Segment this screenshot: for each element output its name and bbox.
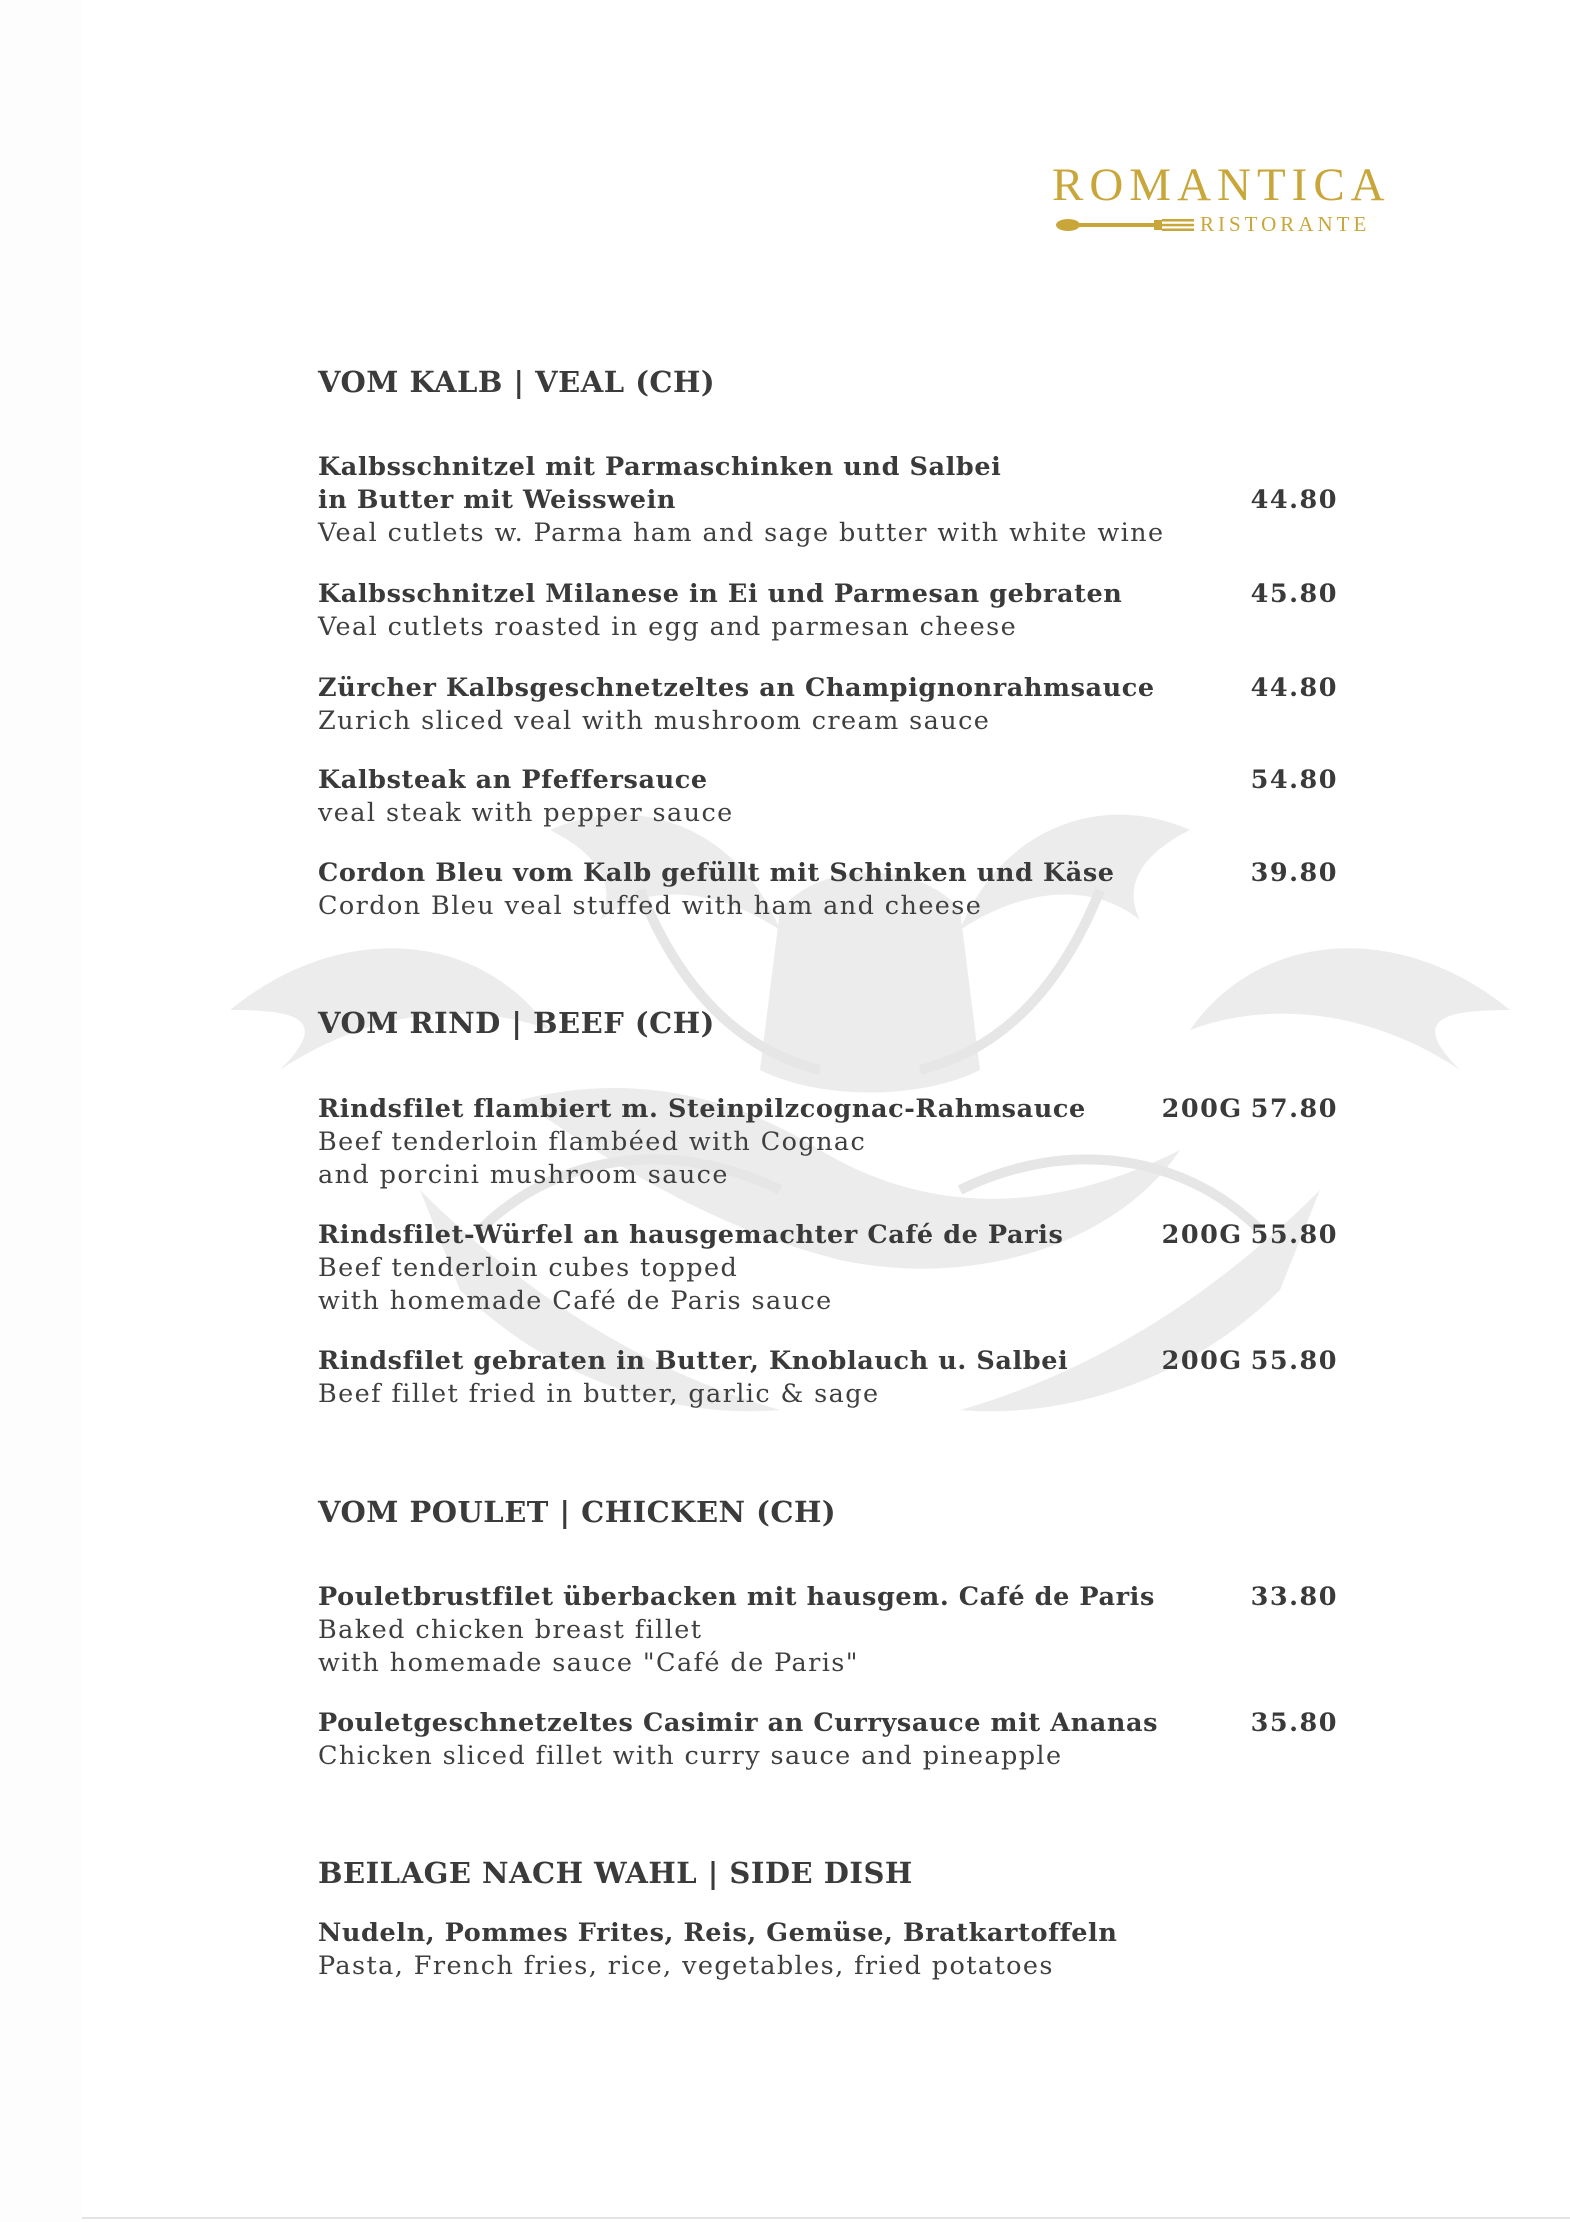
item-description: with homemade sauce "Café de Paris"	[318, 1648, 859, 1678]
price-value: 39.80	[1250, 858, 1338, 888]
bottom-rule	[82, 2217, 1570, 2219]
menu-item	[318, 1581, 1338, 1680]
fork-icon	[1056, 215, 1196, 235]
item-weight: 200G	[1161, 1220, 1243, 1250]
item-description: Pasta, French fries, rice, vegetables, fried potatoes	[318, 1951, 1054, 1981]
item-price	[1251, 484, 1338, 517]
item-price	[1251, 1707, 1338, 1740]
menu-item	[318, 1345, 1338, 1411]
item-price	[1251, 857, 1338, 890]
price-value: 33.80	[1250, 1582, 1338, 1612]
item-description: Veal cutlets w. Parma ham and sage butter with white wine	[318, 518, 1165, 548]
item-name: Pouletbrustfilet überbacken mit hausgem. Café de Paris	[318, 1582, 1155, 1612]
price-value: 35.80	[1250, 1708, 1338, 1738]
menu-item	[318, 1219, 1338, 1318]
menu-item	[318, 857, 1338, 923]
item-description: Beef tenderloin flambéed with Cognac	[318, 1127, 867, 1157]
item-name: Cordon Bleu vom Kalb gefüllt mit Schinken und Käse	[318, 858, 1115, 888]
item-name: Pouletgeschnetzeltes Casimir an Currysauce mit Ananas	[318, 1708, 1159, 1738]
item-price	[1251, 1581, 1338, 1614]
price-value: 55.80	[1250, 1220, 1338, 1250]
page-margin	[0, 0, 82, 2222]
item-price	[1251, 578, 1338, 611]
item-name: Kalbsteak an Pfeffersauce	[318, 765, 708, 795]
item-description: Cordon Bleu veal stuffed with ham and cheese	[318, 891, 983, 921]
item-description: Veal cutlets roasted in egg and parmesan cheese	[318, 612, 1018, 642]
section-title-veal: VOM KALB | VEAL (CH)	[318, 365, 716, 399]
item-name: Rindsfilet flambiert m. Steinpilzcognac-Rahmsauce	[318, 1094, 1086, 1124]
item-description: Baked chicken breast fillet	[318, 1615, 703, 1645]
price-value: 45.80	[1250, 579, 1338, 609]
item-name: Rindsfilet gebraten in Butter, Knoblauch u. Salbei	[318, 1346, 1069, 1376]
menu-item	[318, 764, 1338, 830]
price-value: 55.80	[1250, 1346, 1338, 1376]
price-value: 57.80	[1250, 1094, 1338, 1124]
section-title-side-dish: BEILAGE NACH WAHL | SIDE DISH	[318, 1856, 913, 1890]
price-value: 44.80	[1250, 673, 1338, 703]
item-description: with homemade Café de Paris sauce	[318, 1286, 833, 1316]
logo-title: ROMANTICA	[1052, 159, 1391, 211]
item-description: Beef tenderloin cubes topped	[318, 1253, 739, 1283]
menu-item	[318, 578, 1338, 644]
price-value: 44.80	[1250, 485, 1338, 515]
item-description: Zurich sliced veal with mushroom cream sauce	[318, 706, 991, 736]
item-description: Chicken sliced fillet with curry sauce and pineapple	[318, 1741, 1063, 1771]
menu-item	[318, 1707, 1338, 1773]
item-weight: 200G	[1161, 1346, 1243, 1376]
item-name: Kalbsschnitzel Milanese in Ei und Parmesan gebraten	[318, 579, 1123, 609]
logo-subtitle: RISTORANTE	[1200, 212, 1371, 236]
menu-item	[318, 1093, 1338, 1192]
item-name: Zürcher Kalbsgeschnetzeltes an Champignonrahmsauce	[318, 673, 1155, 703]
item-name: Kalbsschnitzel mit Parmaschinken und Salbei	[318, 452, 1002, 482]
item-description: Beef fillet fried in butter, garlic & sage	[318, 1379, 880, 1409]
price-value: 54.80	[1250, 765, 1338, 795]
menu-item	[318, 672, 1338, 738]
item-price	[1251, 672, 1338, 705]
item-name: in Butter mit Weisswein	[318, 485, 676, 515]
item-price	[1162, 1345, 1338, 1378]
menu-item	[318, 451, 1338, 550]
item-description: and porcini mushroom sauce	[318, 1160, 729, 1190]
item-price	[1162, 1219, 1338, 1252]
menu-item	[318, 1917, 1338, 1983]
item-name: Nudeln, Pommes Frites, Reis, Gemüse, Bratkartoffeln	[318, 1918, 1118, 1948]
restaurant-logo	[1052, 159, 1398, 242]
item-price	[1251, 764, 1338, 797]
section-title-beef: VOM RIND | BEEF (CH)	[318, 1006, 715, 1040]
item-weight: 200G	[1161, 1094, 1243, 1124]
item-price	[1162, 1093, 1338, 1126]
item-description: veal steak with pepper sauce	[318, 798, 734, 828]
item-name: Rindsfilet-Würfel an hausgemachter Café de Paris	[318, 1220, 1064, 1250]
section-title-chicken: VOM POULET | CHICKEN (CH)	[318, 1495, 837, 1529]
